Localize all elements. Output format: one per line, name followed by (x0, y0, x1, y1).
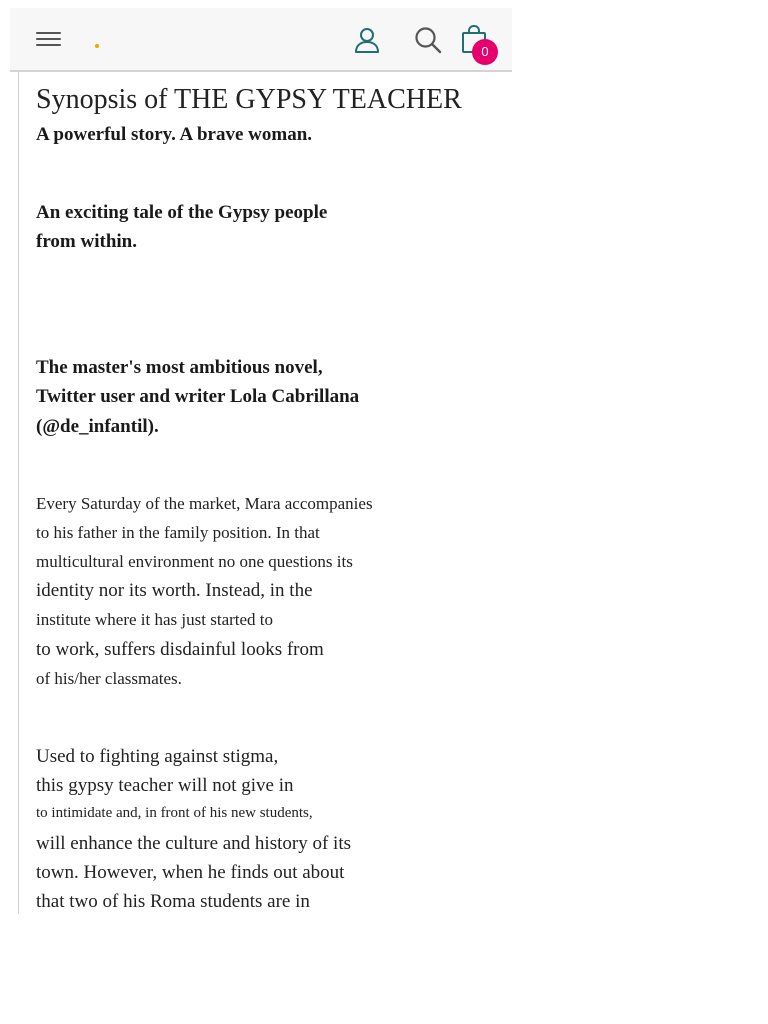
logo-mark[interactable] (95, 44, 99, 48)
paragraph-line: to his father in the family position. In that (36, 523, 320, 542)
intro-line: from within. (36, 231, 137, 252)
quote-line: The master's most ambitious novel, (36, 357, 323, 378)
paragraph-line: to intimidate and, in front of his new students, (36, 805, 313, 821)
paragraph-line: of his/her classmates. (36, 669, 182, 688)
paragraph-line: that two of his Roma students are in (36, 891, 310, 912)
paragraph-line: Every Saturday of the market, Mara accompanies (36, 494, 373, 513)
hamburger-menu-icon[interactable] (36, 30, 61, 48)
paragraph-line: multicultural environment no one questions its (36, 552, 353, 571)
quote-line: Twitter user and writer Lola Cabrillana (36, 386, 360, 407)
quote-line: (@de_infantil). (36, 416, 159, 437)
paragraph-line: institute where it has just started to (36, 610, 274, 629)
paragraph-line: to work, suffers disdainful looks from (36, 639, 324, 660)
site-header (10, 8, 512, 72)
menu-bar-top (36, 32, 61, 34)
paragraph-line: Used to fighting against stigma, (36, 746, 279, 767)
menu-bar-bottom (36, 44, 61, 46)
paragraph-line: identity nor its worth. Instead, in the (36, 580, 313, 601)
cart-count-badge[interactable]: 0 (472, 39, 498, 65)
user-icon[interactable] (354, 26, 380, 54)
paragraph-line: will enhance the culture and history of its (36, 833, 351, 854)
paragraph-line: this gypsy teacher will not give in (36, 775, 294, 796)
menu-bar-middle (36, 38, 61, 40)
intro-line: An exciting tale of the Gypsy people (36, 202, 328, 223)
article-title: Synopsis of THE GYPSY TEACHER (36, 84, 462, 115)
article-tagline: A powerful story. A brave woman. (36, 124, 313, 145)
paragraph-line: town. However, when he finds out about (36, 862, 345, 883)
search-icon[interactable] (414, 26, 442, 54)
